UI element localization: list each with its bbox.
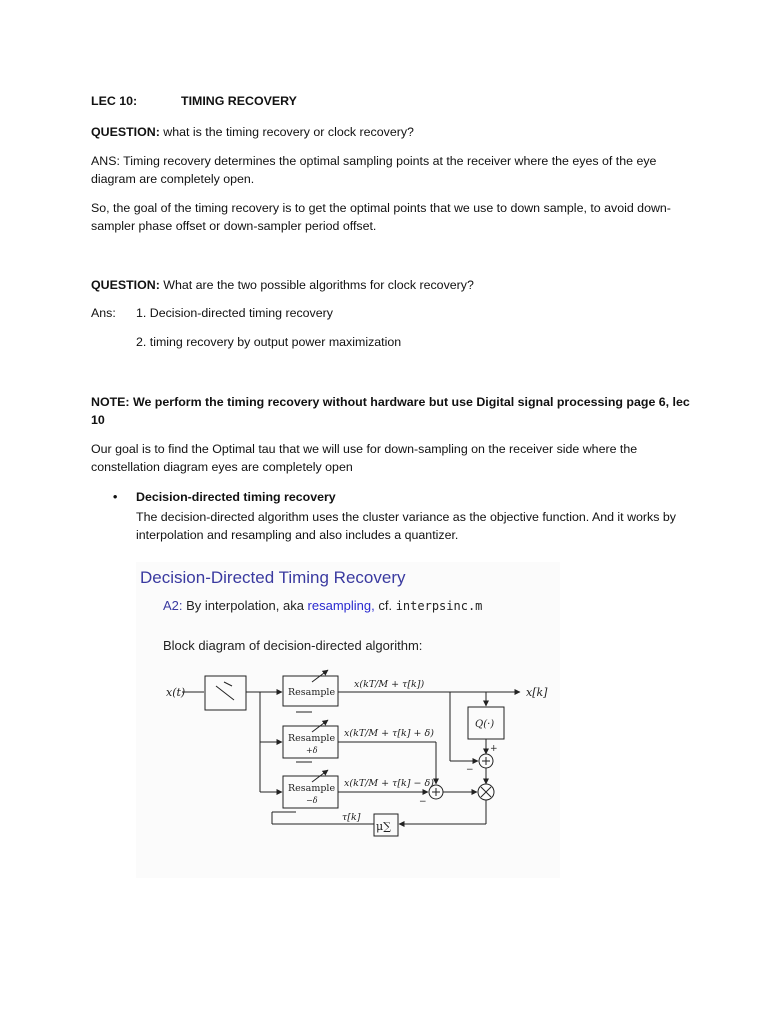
signal-label-2: x(kT/M + τ[k] + δ) — [344, 728, 434, 739]
question-2 — [91, 276, 691, 294]
minus-sign-2: − — [419, 797, 427, 807]
signal-label-1: x(kT/M + τ[k]) — [354, 679, 425, 690]
bullet-icon: • — [113, 490, 118, 504]
tau-label: τ[k] — [342, 812, 361, 823]
lecture-title: TIMING RECOVERY — [181, 94, 297, 108]
a2-link: resampling, — [307, 598, 375, 613]
integrator-label: μ∑ — [376, 820, 392, 833]
plus-sign-1: + — [490, 744, 498, 754]
block-diagram-caption: Block diagram of decision-directed algorithm: — [163, 638, 423, 653]
a2-cf: cf. — [374, 598, 396, 613]
list-item-1: 1. Decision-directed timing recovery — [136, 306, 333, 320]
block-diagram — [136, 562, 560, 878]
a2-file: interpsinc.m — [395, 599, 483, 613]
signal-label-3: x(kT/M + τ[k] − δ) — [344, 778, 434, 789]
answer-2-label: Ans: — [91, 306, 116, 320]
lecture-number: LEC 10: — [91, 94, 138, 108]
answer-1: ANS: Timing recovery determines the optimal sampling points at the receiver where the eyes of the eye diagram are completely open. — [91, 154, 657, 186]
bullet-heading: Decision-directed timing recovery — [136, 490, 336, 504]
question-2-label: QUESTION: — [91, 278, 160, 292]
a2-text: By interpolation, aka — [182, 598, 308, 613]
resample-label-1: Resample — [288, 687, 336, 698]
question-1-text: what is the timing recovery or clock recovery? — [159, 125, 414, 139]
figure-title: Decision-Directed Timing Recovery — [140, 568, 406, 587]
resample-label-3: Resample — [288, 783, 336, 794]
slide-figure — [136, 562, 560, 878]
question-2-text: What are the two possible algorithms for clock recovery? — [159, 278, 474, 292]
question-1-label: QUESTION: — [91, 125, 160, 139]
list-item-2: 2. timing recovery by output power maximization — [136, 335, 402, 349]
resample-sub-3: −δ — [306, 796, 318, 805]
goal-paragraph-2: Our goal is to find the Optimal tau that we will use for down-sampling on the receiver side where the constellation diagram eyes are completely open — [91, 442, 638, 474]
note-paragraph: NOTE: We perform the timing recovery without hardware but use Digital signal processing page 6, lec 10 — [91, 395, 690, 427]
input-label: x(t) — [166, 686, 186, 699]
a2-prefix: A2: — [163, 598, 183, 613]
minus-sign-1: − — [466, 765, 474, 775]
quantizer-label: Q(·) — [475, 719, 495, 730]
bullet-text: The decision-directed algorithm uses the cluster variance as the objective function. And it works by interpolation and resampling and also includes a quantizer. — [136, 510, 676, 542]
output-label: x[k] — [526, 686, 548, 699]
question-1 — [91, 123, 691, 141]
goal-paragraph-1: So, the goal of the timing recovery is to get the optimal points that we use to down sample, to avoid down-sampler phase offset or down-sampler period offset. — [91, 201, 671, 233]
resample-label-2: Resample — [288, 733, 336, 744]
resample-sub-2: +δ — [306, 746, 318, 755]
